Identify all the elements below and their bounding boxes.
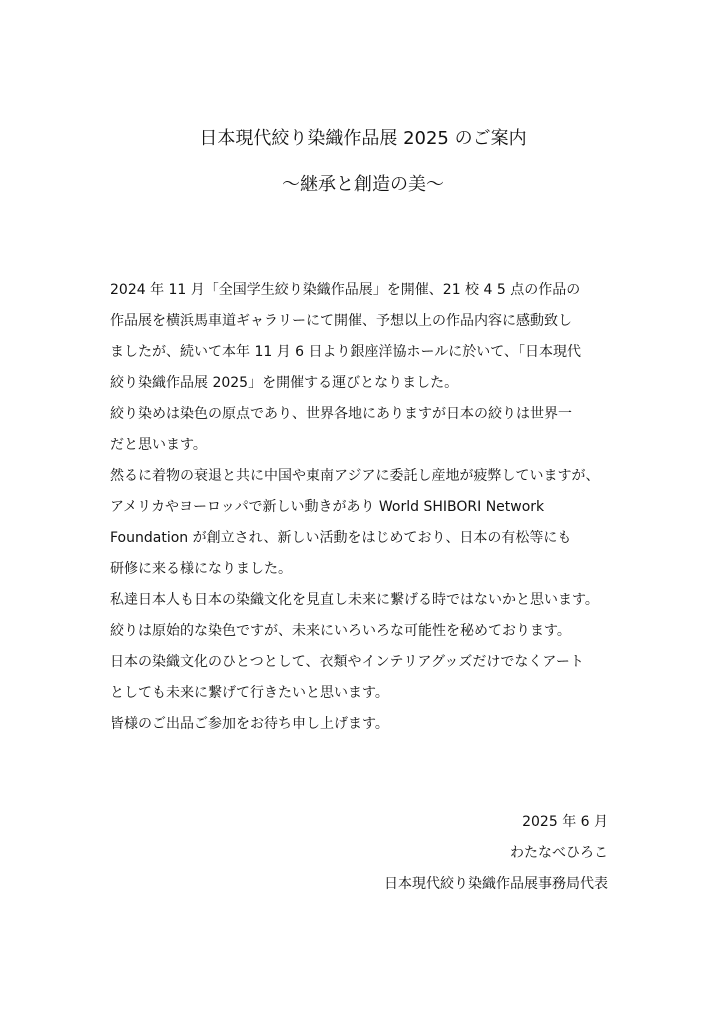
- document-title: 日本現代絞り染織作品展 2025 のご案内: [199, 128, 527, 149]
- body-line: 日本の染織文化のひとつとして、衣類やインテリアグッズだけでなくアート: [110, 654, 584, 670]
- signature-block: [208, 813, 608, 906]
- body-line: 然るに着物の衰退と共に中国や東南アジアに委託し産地が疲弊していますが、: [110, 468, 600, 484]
- body-line: 絞り染めは染色の原点であり、世界各地にありますが日本の絞りは世界一: [110, 406, 572, 422]
- document-subtitle: 〜継承と創造の美〜: [282, 174, 444, 195]
- body-line: 皆様のご出品ご参加をお待ち申し上げます。: [110, 716, 389, 732]
- signature-organization: 日本現代絞り染織作品展事務局代表: [384, 876, 608, 892]
- body-line: 2024 年 11 月「全国学生絞り染織作品展」を開催、21 校 4 5 点の作品の: [110, 282, 581, 298]
- body-line: としても未来に繋げて行きたいと思います。: [110, 685, 389, 701]
- body-line: だと思います。: [110, 437, 207, 453]
- body-line: Foundation が創立され、新しい活動をはじめており、日本の有松等にも: [110, 530, 572, 546]
- body-line: 私達日本人も日本の染織文化を見直し未来に繋げる時ではないかと思います。: [110, 592, 599, 608]
- body-line: アメリカやヨーロッパで新しい動きがあり World SHIBORI Network: [110, 499, 545, 515]
- body-line: 作品展を横浜馬車道ギャラリーにて開催、予想以上の作品内容に感動致し: [110, 313, 572, 329]
- body-line: 絞り染織作品展 2025」を開催する運びとなりました。: [110, 375, 459, 391]
- body-line: 研修に来る様になりました。: [110, 561, 292, 577]
- title-block: [0, 126, 726, 198]
- body-line: ましたが、続いて本年 11 月 6 日より銀座洋協ホールに於いて、「日本現代: [110, 344, 581, 360]
- body-line: 絞りは原始的な染色ですが、未来にいろいろな可能性を秘めております。: [110, 623, 571, 639]
- signature-name: わたなべひろこ: [510, 845, 608, 861]
- signature-date: 2025 年 6 月: [522, 814, 608, 830]
- body-text: [110, 281, 650, 746]
